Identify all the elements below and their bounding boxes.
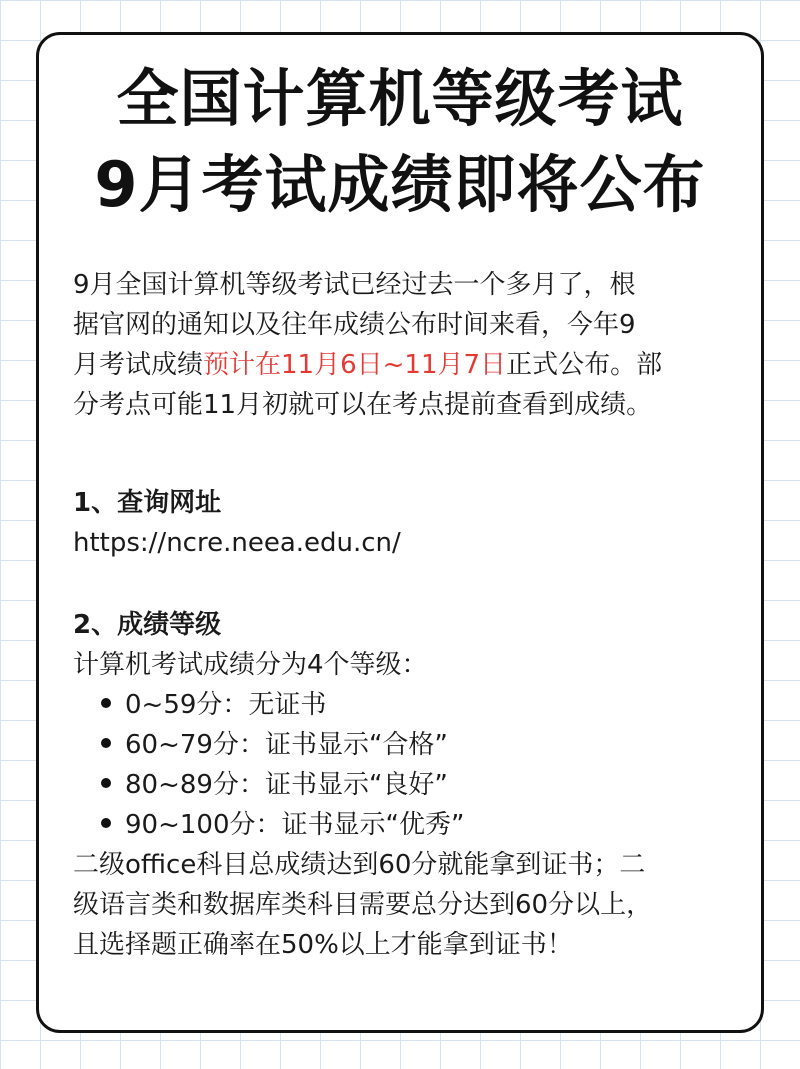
section2-heading: 2、成绩等级	[73, 610, 222, 640]
grade-text: 60~79分：证书显示“合格”	[125, 730, 448, 760]
intro-line3-prefix: 月考试成绩	[73, 350, 204, 380]
intro-paragraph	[73, 265, 743, 425]
release-date-highlight: 预计在11月6日~11月7日	[203, 350, 507, 380]
grade-list-item	[73, 805, 743, 845]
grade-list-item	[73, 725, 743, 765]
certificate-note-line: 二级office科目总成绩达到60分就能拿到证书；二	[73, 850, 646, 880]
grade-list-item	[73, 765, 743, 805]
intro-line: 9月全国计算机等级考试已经过去一个多月了，根	[73, 270, 636, 300]
intro-line: 分考点可能11月初就可以在考点提前查看到成绩。	[73, 390, 653, 420]
bullet-icon	[101, 698, 111, 708]
bullet-icon	[101, 738, 111, 748]
bullet-icon	[101, 818, 111, 828]
section-grade-levels	[73, 605, 743, 965]
certificate-note-line: 且选择题正确率在50%以上才能拿到证书！	[73, 930, 573, 960]
grade-text: 80~89分：证书显示“良好”	[125, 770, 448, 800]
content-card	[36, 32, 764, 1033]
grade-list-item	[73, 685, 743, 725]
query-url-link[interactable]: https://ncre.neea.edu.cn/	[73, 528, 401, 558]
intro-line3-suffix: 正式公布。部	[506, 350, 663, 380]
grades-lead: 计算机考试成绩分为4个等级：	[73, 650, 428, 680]
grade-text: 90~100分：证书显示“优秀”	[125, 810, 465, 840]
page-title-line1: 全国计算机等级考试	[116, 62, 684, 135]
page-title-line2: 9月考试成绩即将公布	[94, 148, 706, 221]
grade-text: 0~59分：无证书	[125, 690, 327, 720]
bullet-icon	[101, 778, 111, 788]
section-query-url	[73, 483, 743, 563]
certificate-note-line: 级语言类和数据库类科目需要总分达到60分以上，	[73, 890, 653, 920]
intro-line-highlighted	[73, 345, 743, 385]
section1-heading: 1、查询网址	[73, 488, 222, 518]
intro-line: 据官网的通知以及往年成绩公布时间来看，今年9	[73, 310, 636, 340]
